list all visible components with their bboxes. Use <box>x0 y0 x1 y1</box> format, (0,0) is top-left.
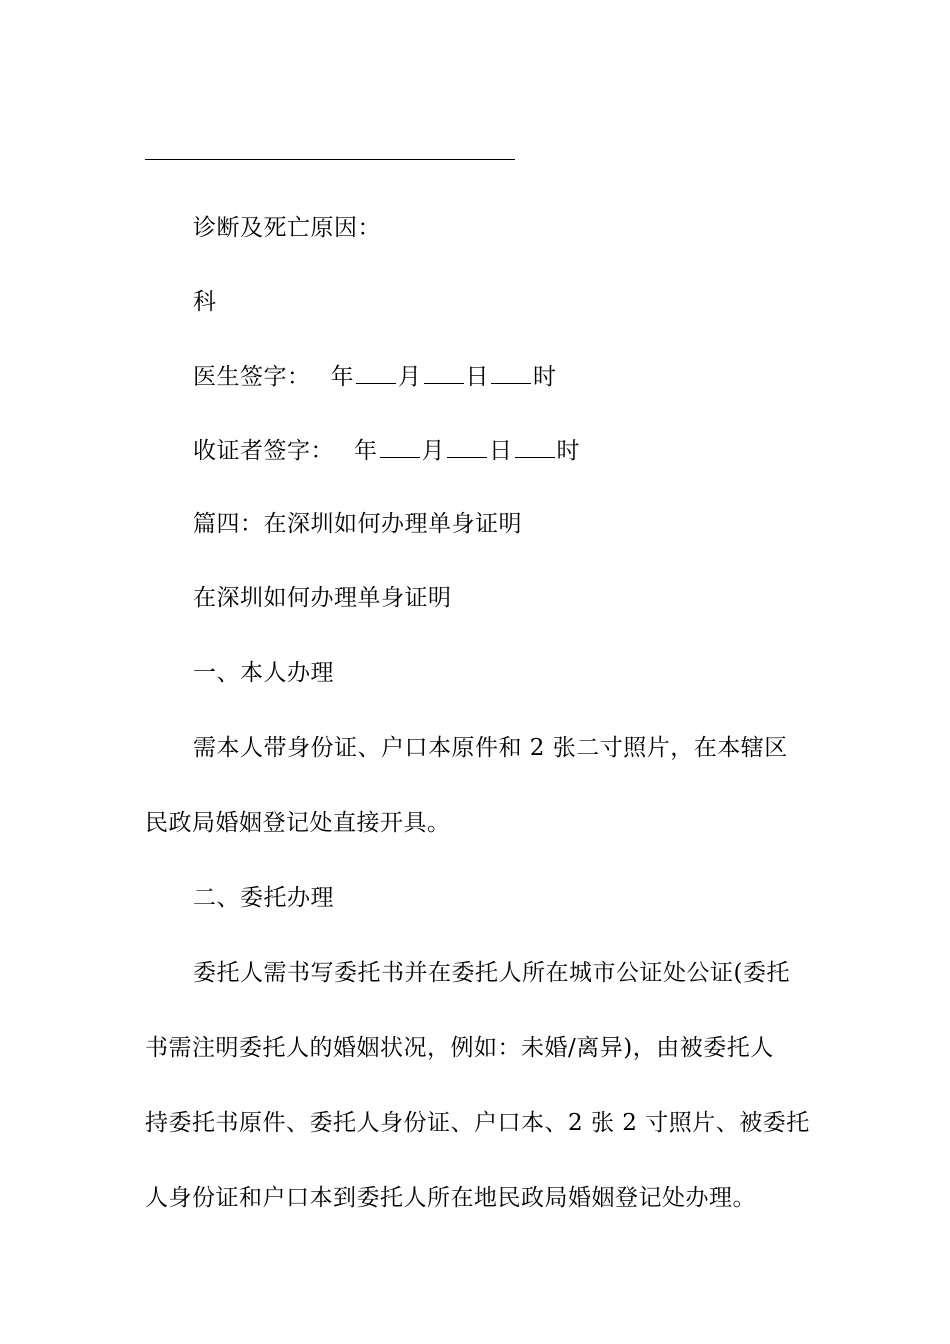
hour-blank <box>491 361 531 384</box>
department-label: 科 <box>193 289 217 315</box>
part2-line-1: 委托人需书写委托书并在委托人所在城市公证处公证(委托 <box>193 960 790 986</box>
hour-label: 时 <box>556 438 580 464</box>
hour-label: 时 <box>533 364 557 390</box>
day-label: 日 <box>489 438 513 464</box>
month-blank <box>356 361 396 384</box>
section-heading: 篇四：在深圳如何办理单身证明 <box>193 511 522 537</box>
year-label: 年 <box>330 364 354 390</box>
month-label: 月 <box>398 364 422 390</box>
article-title: 在深圳如何办理单身证明 <box>193 585 452 611</box>
doctor-signature-label: 医生签字： <box>193 364 311 390</box>
recipient-signature-label: 收证者签字： <box>193 438 334 464</box>
day-blank <box>447 435 487 458</box>
doctor-signature-row <box>145 361 815 392</box>
part1-line-1: 需本人带身份证、户口本原件和 2 张二寸照片，在本辖区 <box>193 735 788 761</box>
part1-heading: 一、本人办理 <box>193 660 334 686</box>
part2-line-2: 书需注明委托人的婚姻状况，例如：未婚/离异)，由被委托人 <box>145 1035 774 1061</box>
part2-heading: 二、委托办理 <box>193 885 334 911</box>
recipient-signature-row <box>145 435 815 466</box>
month-label: 月 <box>421 438 445 464</box>
part2-line-3: 持委托书原件、委托人身份证、户口本、2 张 2 寸照片、被委托 <box>145 1110 810 1136</box>
hour-blank <box>515 435 555 458</box>
part1-line-2: 民政局婚姻登记处直接开具。 <box>145 810 451 836</box>
month-blank <box>380 435 420 458</box>
day-blank <box>424 361 464 384</box>
year-label: 年 <box>354 438 378 464</box>
top-divider <box>145 159 515 160</box>
day-label: 日 <box>465 364 489 390</box>
part2-line-4: 人身份证和户口本到委托人所在地民政局婚姻登记处办理。 <box>145 1185 756 1211</box>
diagnosis-label: 诊断及死亡原因： <box>193 215 381 241</box>
